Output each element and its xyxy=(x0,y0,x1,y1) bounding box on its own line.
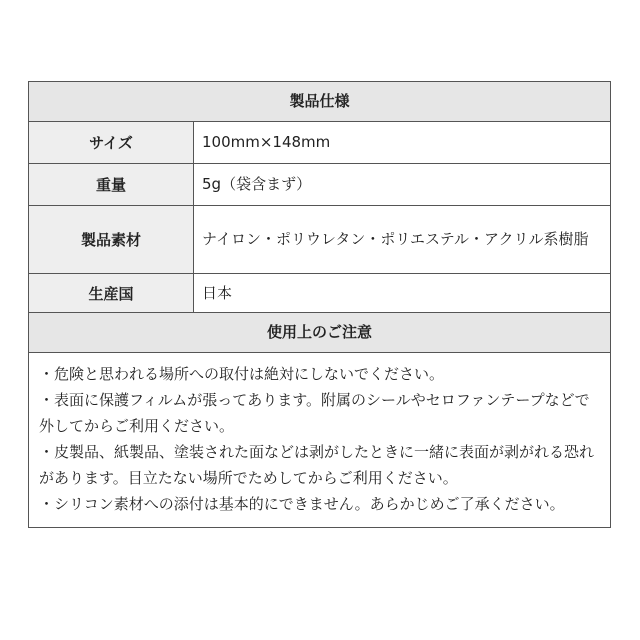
spec-label: サイズ xyxy=(29,122,194,163)
spec-table xyxy=(28,81,611,528)
spec-row-origin xyxy=(29,274,610,313)
spec-label: 生産国 xyxy=(29,274,194,312)
spec-row-size xyxy=(29,122,610,164)
spec-row-weight xyxy=(29,164,610,206)
spec-value: 100mm×148mm xyxy=(202,133,331,151)
spec-label: 重量 xyxy=(29,164,194,205)
caution-note: ・シリコン素材への添付は基本的にできません。あらかじめご了承ください。 xyxy=(39,495,565,513)
spec-value: ナイロン・ポリウレタン・ポリエステル・アクリル系樹脂 xyxy=(202,230,589,248)
spec-row-material xyxy=(29,206,610,274)
spec-label: 製品素材 xyxy=(29,206,194,273)
spec-value: 日本 xyxy=(202,283,233,302)
spec-value: 5g（袋含まず） xyxy=(202,175,312,193)
spec-title: 製品仕様 xyxy=(29,82,610,122)
caution-title: 使用上のご注意 xyxy=(29,313,610,353)
caution-note: ・危険と思われる場所への取付は絶対にしないでください。 xyxy=(39,365,445,383)
caution-note: ・表面に保護フィルムが張ってあります。附属のシールやセロファンテープなどで外してからご利用ください。 xyxy=(39,391,590,435)
caution-note: ・皮製品、紙製品、塗装された面などは剥がしたときに一緒に表面が剥がれる恐れがあります。目立たない場所でためしてからご利用ください。 xyxy=(39,443,595,487)
caution-notes xyxy=(29,353,610,527)
